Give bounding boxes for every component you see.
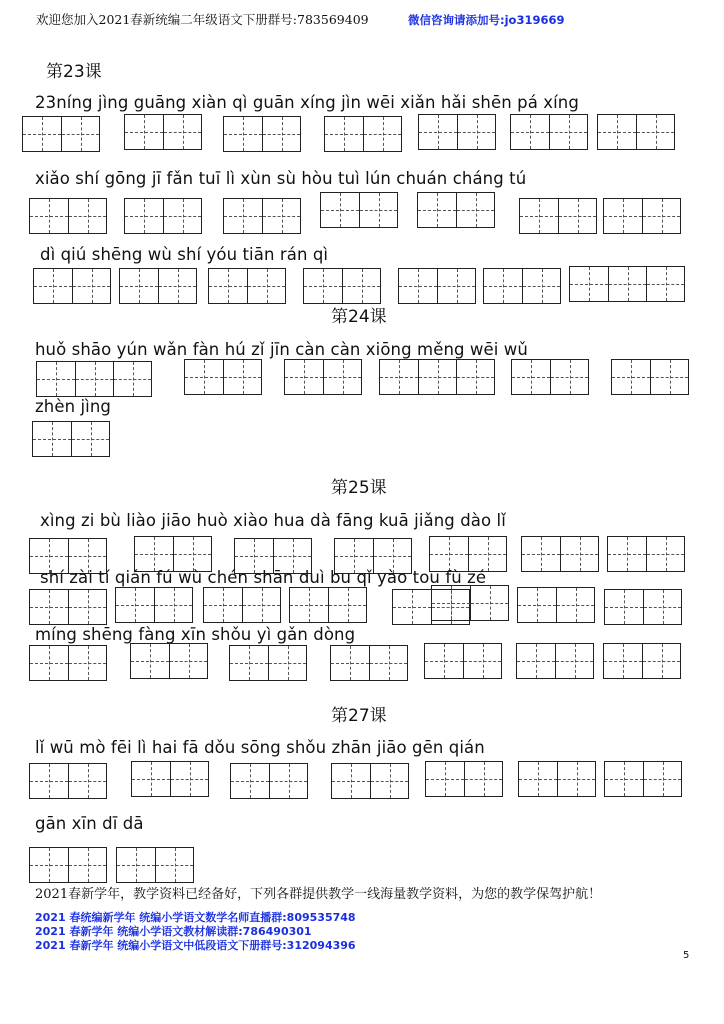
- writing-cell: [642, 644, 680, 678]
- writing-grid: [424, 643, 502, 679]
- writing-cell: [231, 764, 269, 798]
- writing-grid: [418, 114, 496, 150]
- writing-grid: [603, 198, 681, 234]
- writing-cell: [430, 537, 468, 571]
- writing-cell: [33, 422, 71, 456]
- writing-cell: [519, 762, 557, 796]
- pinyin-row-5: zhèn jìng: [35, 397, 111, 416]
- writing-grid: [29, 847, 107, 883]
- writing-cell: [636, 115, 674, 149]
- writing-cell: [268, 646, 306, 680]
- writing-cell: [37, 362, 75, 396]
- writing-cell: [604, 644, 642, 678]
- writing-cell: [380, 360, 418, 394]
- writing-grid: [483, 268, 561, 304]
- writing-cell: [34, 269, 72, 303]
- writing-cell: [342, 269, 380, 303]
- writing-cell: [224, 117, 262, 151]
- writing-cell: [608, 537, 646, 571]
- writing-grid: [611, 359, 689, 395]
- writing-grid: [517, 587, 595, 623]
- writing-cell: [463, 644, 501, 678]
- writing-cell: [517, 644, 555, 678]
- pinyin-row-10: gān xīn dī dā: [35, 814, 144, 833]
- lesson-title-24: 第24课: [331, 307, 387, 327]
- writing-grid: [36, 361, 152, 397]
- writing-cell: [484, 269, 522, 303]
- writing-grid: [33, 268, 111, 304]
- writing-grid: [208, 268, 286, 304]
- writing-grid: [22, 116, 100, 152]
- writing-grid: [303, 268, 381, 304]
- header-contact: 微信咨询请添加号:jo319669: [408, 13, 565, 27]
- writing-cell: [646, 537, 684, 571]
- writing-grid: [516, 643, 594, 679]
- writing-grid: [29, 589, 107, 625]
- writing-cell: [321, 193, 359, 227]
- writing-grid: [124, 114, 202, 150]
- writing-grid: [607, 536, 685, 572]
- writing-cell: [68, 199, 106, 233]
- writing-cell: [604, 199, 642, 233]
- pinyin-row-6: xìng zi bù liào jiāo huò xiào hua dà fāng kuā jiǎng dào lǐ: [40, 511, 506, 530]
- writing-cell: [518, 588, 556, 622]
- writing-cell: [331, 646, 369, 680]
- writing-cell: [120, 269, 158, 303]
- writing-grid: [521, 536, 599, 572]
- writing-cell: [556, 588, 594, 622]
- writing-grid: [330, 645, 408, 681]
- writing-grid: [119, 268, 197, 304]
- writing-cell: [269, 764, 307, 798]
- writing-grid: [379, 359, 495, 395]
- writing-cell: [359, 193, 397, 227]
- writing-cell: [262, 199, 300, 233]
- writing-cell: [230, 646, 268, 680]
- pinyin-row-8: míng shēng fàng xīn shǒu yì gǎn dòng: [35, 625, 356, 644]
- writing-cell: [570, 267, 608, 301]
- writing-cell: [30, 764, 68, 798]
- writing-cell: [247, 269, 285, 303]
- writing-cell: [30, 590, 68, 624]
- writing-grid: [284, 359, 362, 395]
- writing-grid: [604, 589, 682, 625]
- writing-grid: [223, 198, 301, 234]
- writing-cell: [522, 537, 560, 571]
- writing-grid: [320, 192, 398, 228]
- writing-cell: [425, 644, 463, 678]
- writing-cell: [135, 537, 173, 571]
- footer-group-2: 2021 春新学年 统编小学语文教材解读群:786490301: [35, 925, 312, 938]
- writing-grid: [597, 114, 675, 150]
- writing-cell: [68, 764, 106, 798]
- writing-grid: [230, 763, 308, 799]
- writing-cell: [608, 267, 646, 301]
- writing-cell: [68, 590, 106, 624]
- writing-grid: [134, 536, 212, 572]
- writing-cell: [30, 646, 68, 680]
- writing-cell: [550, 360, 588, 394]
- writing-cell: [116, 588, 154, 622]
- pinyin-row-2: xiǎo shí gōng jī fǎn tuī lì xùn sù hòu tuì lún chuán cháng tú: [35, 169, 527, 188]
- writing-cell: [125, 199, 163, 233]
- writing-cell: [369, 646, 407, 680]
- writing-grid: [115, 587, 193, 623]
- writing-cell: [30, 199, 68, 233]
- writing-grid: [519, 198, 597, 234]
- writing-grid: [29, 645, 107, 681]
- writing-cell: [643, 590, 681, 624]
- writing-cell: [468, 537, 506, 571]
- writing-grid: [398, 268, 476, 304]
- writing-cell: [419, 115, 457, 149]
- writing-cell: [612, 360, 650, 394]
- writing-cell: [204, 588, 242, 622]
- writing-cell: [418, 193, 456, 227]
- writing-grid: [511, 359, 589, 395]
- writing-cell: [75, 362, 113, 396]
- pinyin-row-3: dì qiú shēng wù shí yóu tiān rán qì: [40, 245, 329, 264]
- writing-cell: [560, 537, 598, 571]
- writing-cell: [456, 193, 494, 227]
- writing-cell: [605, 590, 643, 624]
- writing-grid: [289, 587, 367, 623]
- writing-cell: [61, 117, 99, 151]
- writing-cell: [642, 199, 680, 233]
- writing-grid: [510, 114, 588, 150]
- writing-cell: [154, 588, 192, 622]
- writing-grid: [184, 359, 262, 395]
- writing-cell: [418, 360, 456, 394]
- writing-cell: [68, 646, 106, 680]
- writing-cell: [558, 199, 596, 233]
- writing-cell: [113, 362, 151, 396]
- writing-cell: [520, 199, 558, 233]
- lesson-title-27: 第27课: [331, 706, 387, 726]
- writing-cell: [399, 269, 437, 303]
- pinyin-row-9: lǐ wū mò fēi lì hai fā dǒu sōng shǒu zhān jiāo gēn qián: [35, 738, 485, 757]
- writing-cell: [325, 117, 363, 151]
- writing-cell: [437, 269, 475, 303]
- writing-cell: [512, 360, 550, 394]
- writing-cell: [290, 588, 328, 622]
- writing-cell: [209, 269, 247, 303]
- pinyin-row-1: 23níng jìng guāng xiàn qì guān xíng jìn wēi xiǎn hǎi shēn pá xíng: [35, 93, 579, 112]
- writing-grid: [431, 585, 509, 621]
- writing-cell: [304, 269, 342, 303]
- writing-cell: [155, 848, 193, 882]
- writing-cell: [117, 848, 155, 882]
- writing-cell: [262, 117, 300, 151]
- footer-group-1: 2021 春统编新学年 统编小学语文数学名师直播群:809535748: [35, 911, 356, 924]
- writing-grid: [425, 761, 503, 797]
- writing-cell: [650, 360, 688, 394]
- writing-cell: [456, 360, 494, 394]
- writing-cell: [185, 360, 223, 394]
- writing-cell: [646, 267, 684, 301]
- writing-grid: [518, 761, 596, 797]
- footer-main: 2021春新学年，教学资料已经备好，下列各群提供教学一线海量教学资料，为您的教学保驾护航！: [35, 887, 602, 902]
- pinyin-row-4: huǒ shāo yún wǎn fàn hú zǐ jīn càn càn xiōng měng wēi wǔ: [35, 340, 528, 359]
- writing-cell: [549, 115, 587, 149]
- writing-cell: [605, 762, 643, 796]
- writing-grid: [203, 587, 281, 623]
- writing-cell: [457, 115, 495, 149]
- page-number: 5: [683, 950, 690, 961]
- writing-cell: [511, 115, 549, 149]
- writing-cell: [323, 360, 361, 394]
- writing-grid: [29, 198, 107, 234]
- writing-cell: [522, 269, 560, 303]
- writing-grid: [429, 536, 507, 572]
- writing-grid: [229, 645, 307, 681]
- header-text: 欢迎您加入2021春新统编二年级语文下册群号:783569409: [36, 12, 369, 27]
- writing-grid: [569, 266, 685, 302]
- writing-grid: [324, 116, 402, 152]
- writing-cell: [464, 762, 502, 796]
- writing-cell: [68, 848, 106, 882]
- writing-grid: [223, 116, 301, 152]
- writing-cell: [370, 764, 408, 798]
- lesson-title-23: 第23课: [46, 62, 102, 82]
- writing-cell: [393, 590, 431, 624]
- writing-grid: [417, 192, 495, 228]
- writing-grid: [131, 761, 209, 797]
- writing-cell: [163, 115, 201, 149]
- writing-cell: [223, 360, 261, 394]
- writing-cell: [224, 199, 262, 233]
- writing-cell: [131, 644, 169, 678]
- writing-cell: [557, 762, 595, 796]
- footer-group-3: 2021 春新学年 统编小学语文中低段语文下册群号:312094396: [35, 939, 356, 952]
- writing-cell: [363, 117, 401, 151]
- writing-cell: [285, 360, 323, 394]
- writing-cell: [158, 269, 196, 303]
- writing-cell: [432, 586, 470, 620]
- writing-grid: [604, 761, 682, 797]
- writing-cell: [132, 762, 170, 796]
- writing-cell: [555, 644, 593, 678]
- writing-grid: [32, 421, 110, 457]
- writing-cell: [23, 117, 61, 151]
- writing-grid: [331, 763, 409, 799]
- writing-cell: [332, 764, 370, 798]
- writing-grid: [603, 643, 681, 679]
- writing-cell: [30, 848, 68, 882]
- pinyin-row-7: shí zài tí qián fú wù chén shān duì bu qǐ yào tou fù zé: [40, 568, 487, 587]
- writing-cell: [163, 199, 201, 233]
- writing-grid: [116, 847, 194, 883]
- writing-cell: [470, 586, 508, 620]
- writing-grid: [130, 643, 208, 679]
- writing-cell: [125, 115, 163, 149]
- writing-cell: [173, 537, 211, 571]
- lesson-title-25: 第25课: [331, 478, 387, 498]
- writing-grid: [29, 763, 107, 799]
- writing-cell: [643, 762, 681, 796]
- writing-grid: [124, 198, 202, 234]
- writing-cell: [426, 762, 464, 796]
- writing-cell: [71, 422, 109, 456]
- writing-cell: [169, 644, 207, 678]
- writing-cell: [598, 115, 636, 149]
- writing-cell: [72, 269, 110, 303]
- writing-cell: [170, 762, 208, 796]
- writing-cell: [328, 588, 366, 622]
- writing-cell: [242, 588, 280, 622]
